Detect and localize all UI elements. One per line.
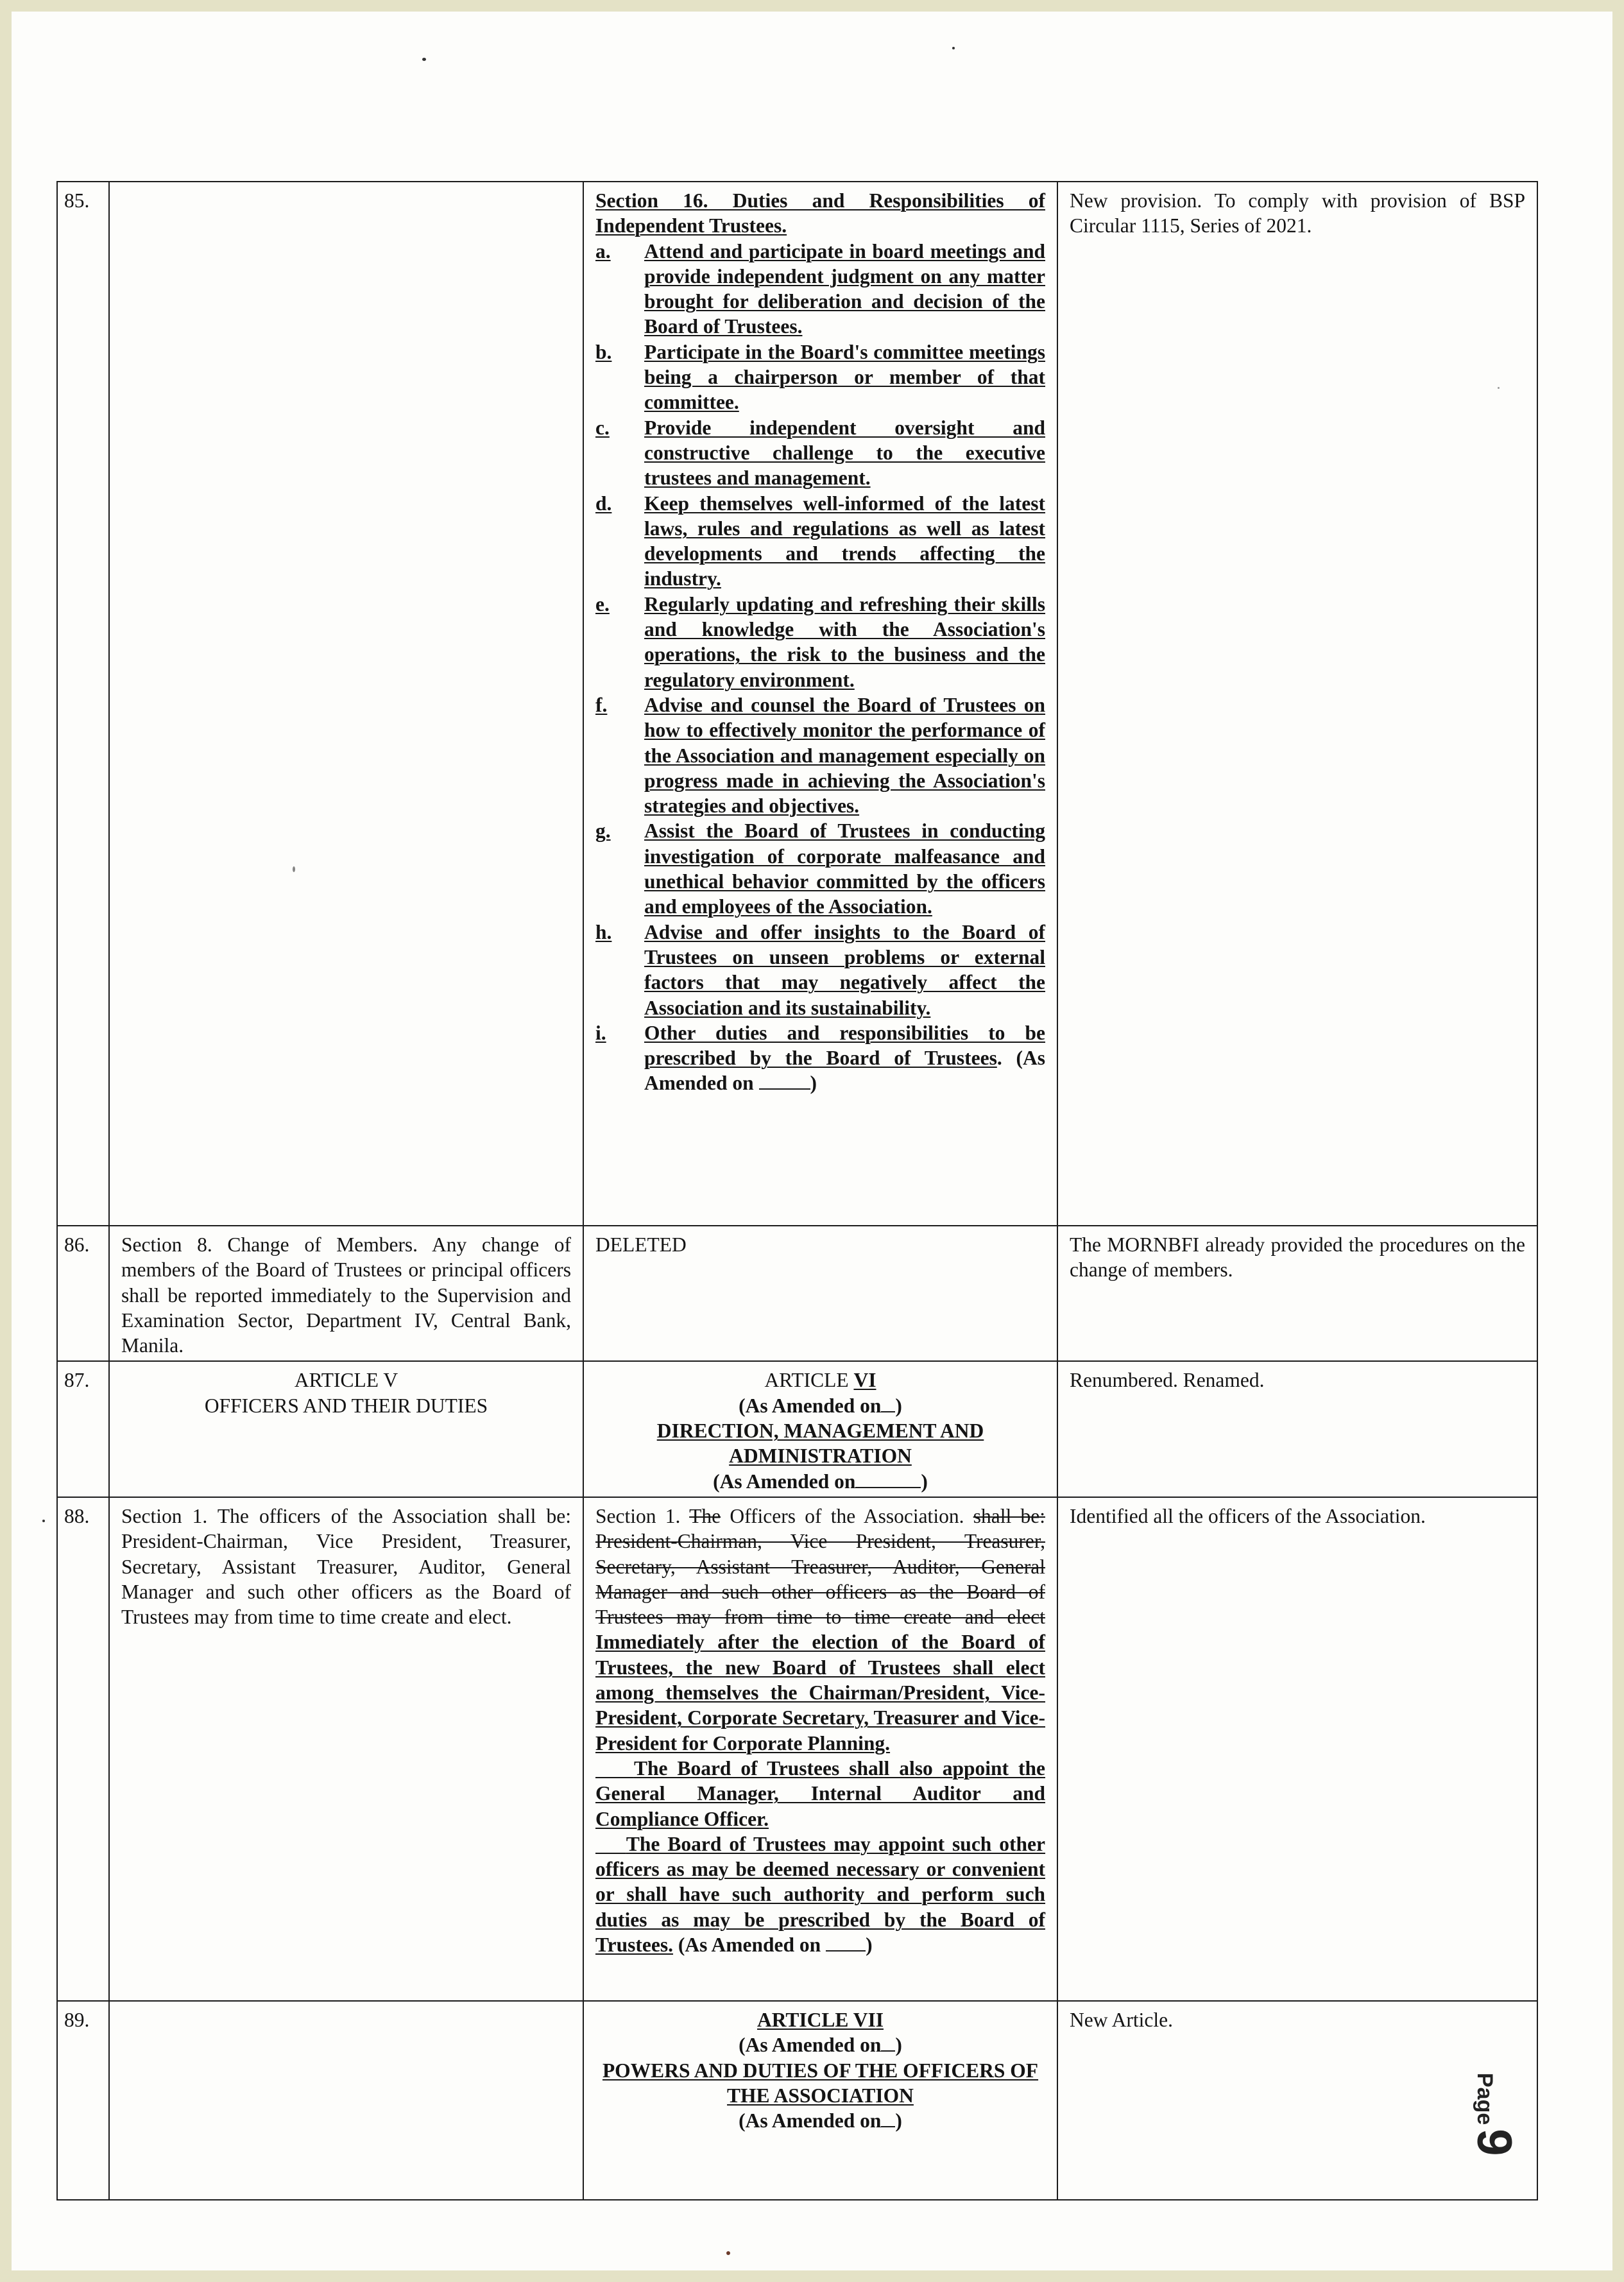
list-item: h. Advise and offer insights to the Board of Trustees on unseen problems or external factors that may negatively affect the Association and its sustainability. xyxy=(595,920,1045,1019)
list-item: c. Provide independent oversight and constructive challenge to the executive trustees and management. xyxy=(595,416,1045,490)
list-item: f. Advise and counsel the Board of Trustees on how to effectively monitor the performance of the Association and management especially on progress made in achieving the Association's strategies and objectives. xyxy=(595,693,1045,818)
row-number: 89. xyxy=(57,2001,109,2200)
article-number: ARTICLE VII xyxy=(757,2008,884,2031)
list-item: g. Assist the Board of Trustees in conducting investigation of corporate malfeasance and unethical behavior committed by the officers and employees of the Association. xyxy=(595,819,1045,918)
article-title: DIRECTION, MANAGEMENT AND ADMINISTRATION xyxy=(656,1420,984,1468)
date-blank xyxy=(759,1072,810,1090)
proposed-paragraph: The Board of Trustees shall also appoint the General Manager, Internal Auditor and Compliance Officer. xyxy=(595,1756,1045,1830)
row-number: 86. xyxy=(57,1226,109,1361)
table-row xyxy=(57,182,1537,1226)
row-number: 85. xyxy=(57,182,109,1226)
scan-speck xyxy=(726,2251,730,2255)
duties-list xyxy=(595,239,1045,1096)
section-heading: Section 16. Duties and Responsibilities of Independent Trustees. xyxy=(595,189,1045,237)
remarks-cell: New provision. To comply with provision of BSP Circular 1115, Series of 2021. xyxy=(1057,182,1537,1226)
proposed-paragraph: Section 1. The Officers of the Association. shall be: President-Chairman, Vice President, Treasurer, Secretary, Assistant Treasurer, Auditor, General Manager and such other officers as the Board of Trustees may from time to time create and elect Immediately after the election of the Board of Trustees, the new Board of Trustees shall elect among themselves the Chairman/President, Vice-President, Corporate Secretary, Treasurer and Vice-President for Corporate Planning. xyxy=(595,1504,1045,1754)
remarks-cell: New Article. xyxy=(1057,2001,1537,2200)
table-row xyxy=(57,1361,1537,1497)
remarks-cell: The MORNBFI already provided the procedures on the change of members. xyxy=(1057,1226,1537,1361)
remarks-cell: Renumbered. Renamed. xyxy=(1057,1361,1537,1497)
page-label: Page xyxy=(1473,2073,1497,2125)
proposed-provision-cell: DELETED xyxy=(583,1226,1057,1361)
list-item: d. Keep themselves well-informed of the latest laws, rules and regulations as well as latest developments and trends affecting the industry. xyxy=(595,492,1045,590)
list-item: a. Attend and participate in board meetings and provide independent judgment on any matter brought for deliberation and decision of the Board of Trustees. xyxy=(595,239,1045,338)
table-row xyxy=(57,2001,1537,2200)
list-item: e. Regularly updating and refreshing their skills and knowledge with the Association's operations, the risk to the business and the regulatory environment. xyxy=(595,592,1045,691)
amended-note: (As Amended on ) xyxy=(739,1394,902,1417)
current-provision-cell xyxy=(109,1361,583,1497)
date-blank xyxy=(826,1934,866,1952)
article-title: POWERS AND DUTIES OF THE OFFICERS OF THE ASSOCIATION xyxy=(602,2059,1039,2107)
proposed-provision-cell xyxy=(583,182,1057,1226)
article-number: ARTICLE VI xyxy=(764,1369,876,1392)
proposed-provision-cell xyxy=(583,1497,1057,2001)
page-number-value: 9 xyxy=(1467,2129,1521,2156)
amendment-table xyxy=(56,181,1538,2200)
proposed-provision-cell xyxy=(583,1361,1057,1497)
amended-note: (As Amended on ) xyxy=(739,2034,902,2057)
current-provision-cell xyxy=(109,2001,583,2200)
article-title: OFFICERS AND THEIR DUTIES xyxy=(204,1394,488,1417)
amended-note: (As Amended on ) xyxy=(713,1470,928,1493)
current-provision-cell: Section 1. The officers of the Association shall be: President-Chairman, Vice President, Treasurer, Secretary, Assistant Treasurer, Auditor, General Manager and such other officers as the Board of Trustees may from time to time create and elect. xyxy=(109,1497,583,2001)
article-number: ARTICLE V xyxy=(294,1369,398,1392)
amended-note: (As Amended on ) xyxy=(739,2109,902,2132)
proposed-paragraph: The Board of Trustees may appoint such other officers as may be deemed necessary or convenient or shall have such authority and perform such duties as may be prescribed by the Board of Trustees. (As Amended on ) xyxy=(595,1832,1046,1957)
table-row xyxy=(57,1497,1537,2001)
scan-speck xyxy=(422,58,426,61)
table-row xyxy=(57,1226,1537,1361)
row-number: 87. xyxy=(57,1361,109,1497)
remarks-cell: Identified all the officers of the Association. xyxy=(1057,1497,1537,2001)
list-item: i. Other duties and responsibilities to be prescribed by the Board of Trustees. (As Amended on ) xyxy=(595,1021,1045,1095)
scan-speck xyxy=(42,1520,45,1522)
page-number xyxy=(1466,2073,1522,2156)
current-provision-cell: Section 8. Change of Members. Any change of members of the Board of Trustees or principal officers shall be reported immediately to the Supervision and Examination Sector, Department IV, Central Bank, Manila. xyxy=(109,1226,583,1361)
proposed-provision-cell xyxy=(583,2001,1057,2200)
list-item: b. Participate in the Board's committee meetings being a chairperson or member of that committee. xyxy=(595,340,1045,414)
row-number: 88. xyxy=(57,1497,109,2001)
scan-speck xyxy=(952,47,955,49)
current-provision-cell xyxy=(109,182,583,1226)
